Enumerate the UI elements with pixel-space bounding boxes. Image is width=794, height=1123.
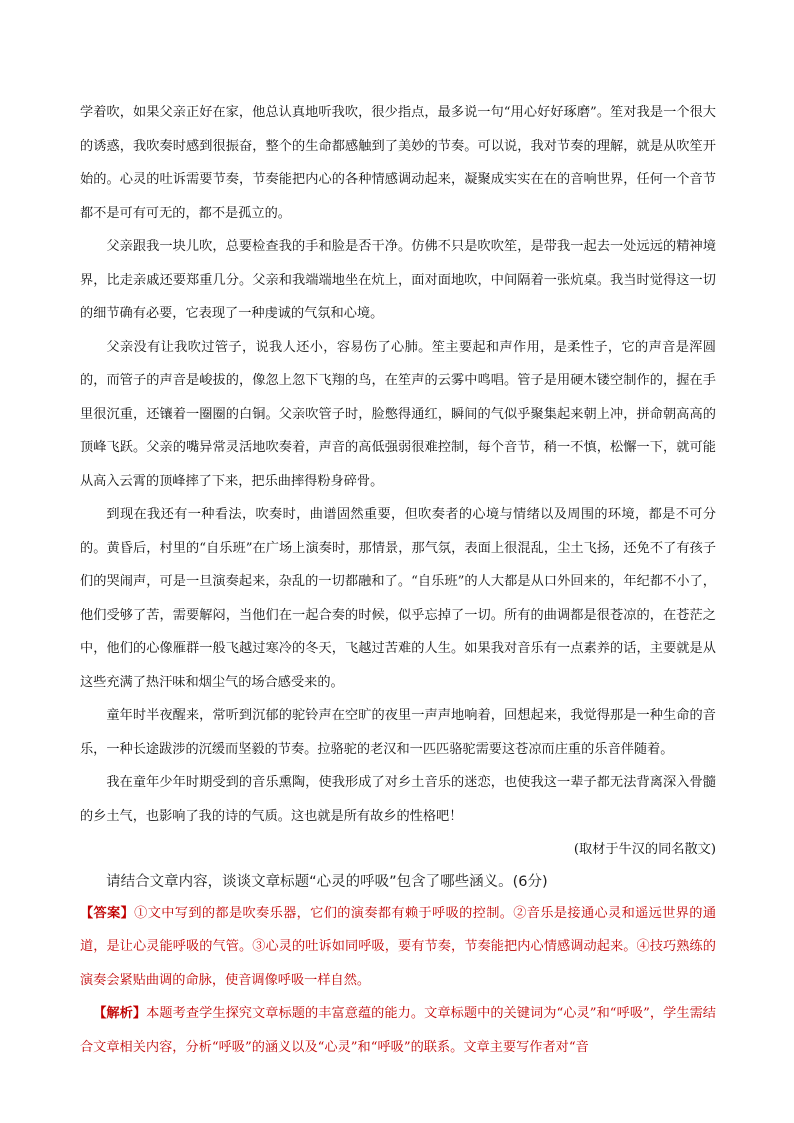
question-text: 请结合文章内容，谈谈文章标题“心灵的呼吸”包含了哪些涵义。(6分) <box>106 873 548 890</box>
answer-text: ①文中写到的都是吹奏乐器，它们的演奏都有赖于呼吸的控制。②音乐是接通心灵和遥远世界的通道，是让心灵能呼吸的气管。③心灵的吐诉如同呼吸，要有节奏，节奏能把内心情感调动起来。④技巧熟练的演奏会紧贴曲调的命脉，使音调像呼吸一样自然。 <box>80 905 717 988</box>
article-paragraph-6: 我在童年少年时期受到的音乐熏陶，使我形成了对乡土音乐的迷恋，也使我这一辈子都无法背离深入骨髓的乡土气，也影响了我的诗的气质。这也就是所有故乡的性格吧！ <box>80 775 716 824</box>
answer-block <box>80 897 716 998</box>
analysis-tag: 【解析】 <box>93 1006 147 1021</box>
article-paragraph-4: 到现在我还有一种看法，吹奏时，曲谱固然重要，但吹奏者的心境与情绪以及周围的环境，都是不可分的。黄昏后，村里的“自乐班”在广场上演奏时，那情景，那气氛，表面上很混乱，尘土飞扬，还免不了有孩子们的哭闹声，可是一旦演奏起来，杂乱的一切都融和了。“自乐班”的人大都是从口外回来的，年纪都不小了，他们受够了苦，需要解闷，当他们在一起合奏的时候，似乎忘掉了一切。所有的曲调都是很苍凉的，在苍茫之中，他们的心像雁群一般飞越过寒冷的冬天，飞越过苦难的人生。如果我对音乐有一点素养的话，主要就是从这些充满了热汗味和烟尘气的场合感受来的。 <box>80 507 716 690</box>
article-paragraph-5: 童年时半夜醒来，常听到沉郁的驼铃声在空旷的夜里一声声地响着，回想起来，我觉得那是一种生命的音乐，一种长途跋涉的沉缓而坚毅的节奏。拉骆驼的老汉和一匹匹骆驼需要这苍凉而庄重的乐音伴随着。 <box>80 708 716 757</box>
analysis-text: 本题考查学生探究文章标题的丰富意蕴的能力。文章标题中的关键词为“心灵”和“呼吸”，学生需结合文章相关内容，分析“呼吸”的涵义以及“心灵”和“呼吸”的联系。文章主要写作者对“音 <box>80 1006 716 1055</box>
analysis-block <box>80 997 716 1064</box>
article-paragraph-1: 学着吹，如果父亲正好在家，他总认真地听我吹，很少指点，最多说一句“用心好好琢磨”。笙对我是一个很大的诱惑，我吹奏时感到很振奋，整个的生命都感触到了美妙的节奏。可以说，我对节奏的理解，就是从吹笙开始的。心灵的吐诉需要节奏，节奏能把内心的各种情感调动起来，凝聚成实实在在的音响世界，任何一个音节都不是可有可无的，都不是孤立的。 <box>80 105 716 221</box>
article-source: (取材于牛汉的同名散文) <box>573 842 716 857</box>
document-body <box>80 96 716 1064</box>
article-paragraph-3: 父亲没有让我吹过管子，说我人还小，容易伤了心肺。笙主要起和声作用，是柔性子，它的声音是浑圆的，而管子的声音是峻拔的，像忽上忽下飞翔的鸟，在笙声的云雾中鸣唱。管子是用硬木镂空制作的，握在手里很沉重，还镶着一圈圈的白铜。父亲吹管子时，脸憋得通红，瞬间的气似乎聚集起来朝上冲，拼命朝高高的顶峰飞跃。父亲的嘴异常灵活地吹奏着，声音的高低强弱很难控制，每个音节，稍一不慎，松懈一下，就可能从高入云霄的顶峰摔了下来，把乐曲摔得粉身碎骨。 <box>80 339 716 489</box>
article-paragraph-2: 父亲跟我一块儿吹，总要检查我的手和脸是否干净。仿佛不只是吹吹笙，是带我一起去一处远远的精神境界，比走亲戚还要郑重几分。父亲和我端端地坐在炕上，面对面地吹，中间隔着一张炕桌。我当时觉得这一切的细节确有必要，它表现了一种虔诚的气氛和心境。 <box>80 239 716 321</box>
answer-tag: 【答案】 <box>80 905 135 921</box>
